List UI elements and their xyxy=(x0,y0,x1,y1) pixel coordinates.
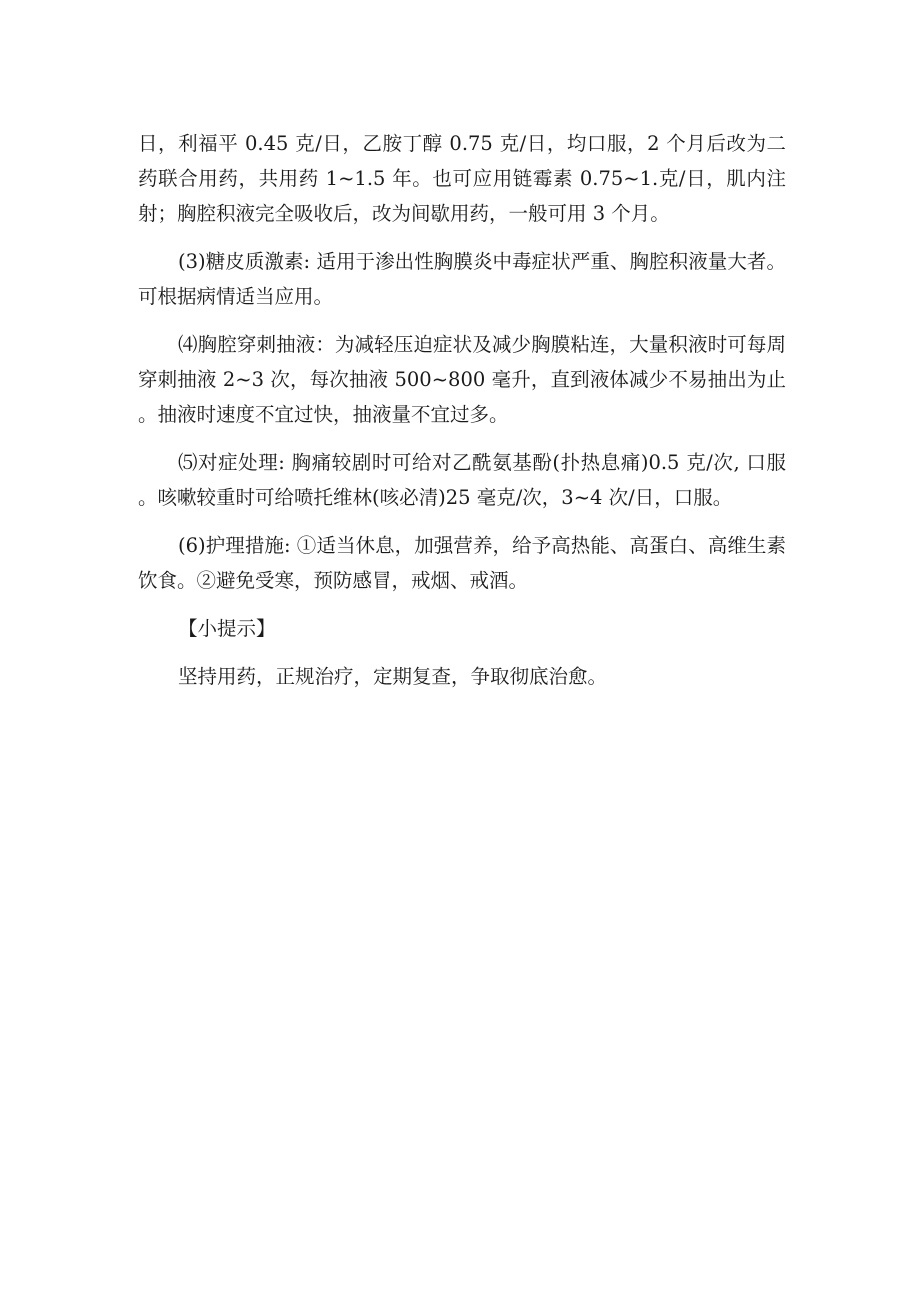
tip-heading: 【小提示】 xyxy=(178,617,276,640)
paragraph-medication-continued: 日，利福平 0.45 克/日，乙胺丁醇 0.75 克/日，均口服，2 个月后改为二药联合用药，共用药 1~1.5 年。也可应用链霉素 0.75~1.克/日，肌内注射；胸腔积液完全吸收后，改为间歇用药，一般可用 3 个月。 xyxy=(138,132,786,225)
paragraph-glucocorticoids: (3)糖皮质激素: 适用于渗出性胸膜炎中毒症状严重、胸腔积液量大者。可根据病情适当应用。 xyxy=(138,250,786,308)
document-content xyxy=(138,126,786,694)
tip-body: 坚持用药，正规治疗，定期复查，争取彻底治愈。 xyxy=(178,665,608,688)
paragraph-thoracentesis: ⑷胸腔穿刺抽液：为减轻压迫症状及减少胸膜粘连，大量积液时可每周穿刺抽液 2~3 次，每次抽液 500~800 毫升，直到液体减少不易抽出为止。抽液时速度不宜过快，抽液量不宜过多。 xyxy=(138,333,786,426)
paragraph-nursing-measures: (6)护理措施: ①适当休息，加强营养，给予高热能、高蛋白、高维生素饮食。②避免受寒，预防感冒，戒烟、戒酒。 xyxy=(138,534,786,592)
paragraph-symptomatic-treatment: ⑸对症处理: 胸痛较剧时可给对乙酰氨基酚(扑热息痛)0.5 克/次, 口服。咳嗽较重时可给喷托维林(咳必清)25 毫克/次，3~4 次/日，口服。 xyxy=(138,451,786,509)
